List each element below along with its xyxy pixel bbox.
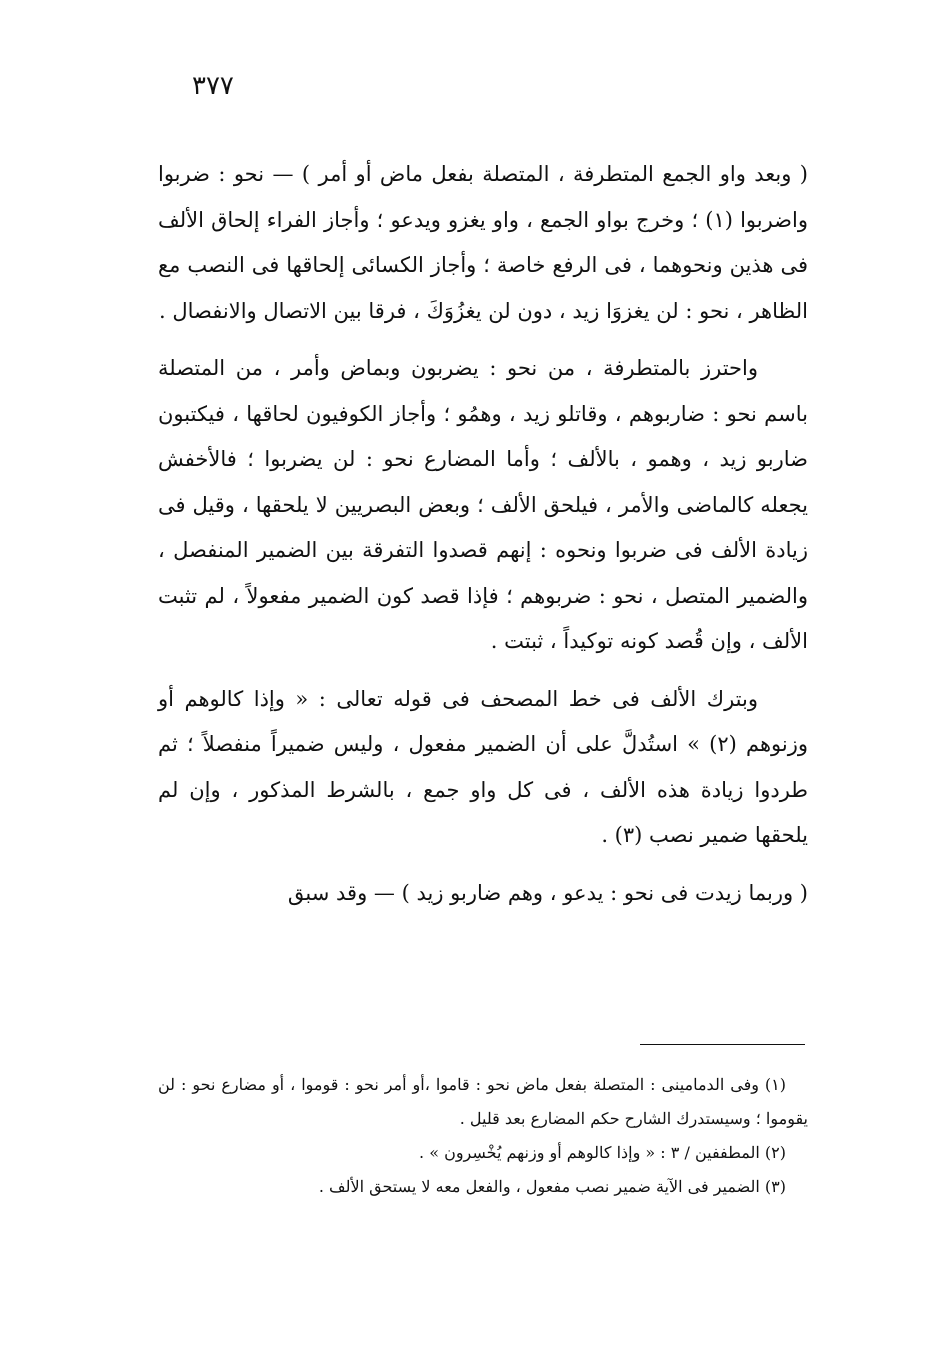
footnote-3: (٣) الضمير فى الآية ضمير نصب مفعول ، والفعل معه لا يستحق الألف .	[318, 1177, 786, 1196]
paragraph-3: وبترك الألف فى خط المصحف فى قوله تعالى : « وإذا كالوهم أو وزنوهم (٢) » استُدلَّ على أن الضمير مفعول ، وليس ضميراً منفصلاً ؛ ثم طردوا زيادة هذه الألف ، فى كل واو جمع ، بالشرط المذكور ، وإن لم يلحقها ضمير نصب (٣) .	[158, 686, 808, 847]
footnotes	[158, 1068, 808, 1204]
footnote-separator	[640, 1044, 805, 1045]
paragraph-1: ( وبعد واو الجمع المتطرفة ، المتصلة بفعل ماض أو أمر ) — نحو : ضربوا واضربوا (١) ؛ وخرج بواو الجمع ، واو يغزو ويدعو ؛ وأجاز الفراء إلحاق الألف فى هذين ونحوهما ، فى الرفع خاصة ؛ وأجاز الكسائى إلحاقها فى النصب مع الظاهر ، نحو : لن يغزوَا زيد ، دون لن يغزُوَكَ ، فرقا بين الاتصال والانفصال .	[158, 162, 808, 323]
main-text	[158, 152, 808, 928]
footnote-1: (١) وفى الدمامينى : المتصلة بفعل ماض نحو : قاموا ،أو أمر نحو : قوموا ، أو مضارع نحو : لن يقوموا ؛ وسيستدرك الشارح حكم المضارع بعد قليل .	[158, 1075, 808, 1128]
page-number: ٣٧٧	[192, 71, 234, 101]
paragraph-2: واحترز بالمتطرفة ، من نحو : يضربون وبماض وأمر ، من المتصلة باسم نحو : ضاربوهم ، وقاتلو زيد ، وهمُو ؛ وأجاز الكوفيون لحاقها ، فيكتبون ضاربو زيد ، وهمو ، بالألف ؛ وأما المضارع نحو : لن يضربوا ؛ فالأخفش يجعله كالماضى والأمر ، فيلحق الألف ؛ وبعض البصريين لا يلحقها ، وقيل فى زيادة الألف فى ضربوا ونحوه : إنهم قصدوا التفرقة بين الضمير المنفصل ، والضمير المتصل ، نحو : ضربوهم ؛ فإذا قصد كون الضمير مفعولاً ، لم تثبت الألف ، وإن قُصد كونه توكيداً ، ثبتت .	[158, 356, 808, 653]
paragraph-4: ( وربما زيدت فى نحو : يدعو ، وهم ضاربو زيد ) — وقد سبق	[287, 880, 808, 905]
footnote-2: (٢) المطففين / ٣ : « وإذا كالوهم أو وزنهم يُخْسِرون » .	[419, 1143, 786, 1162]
